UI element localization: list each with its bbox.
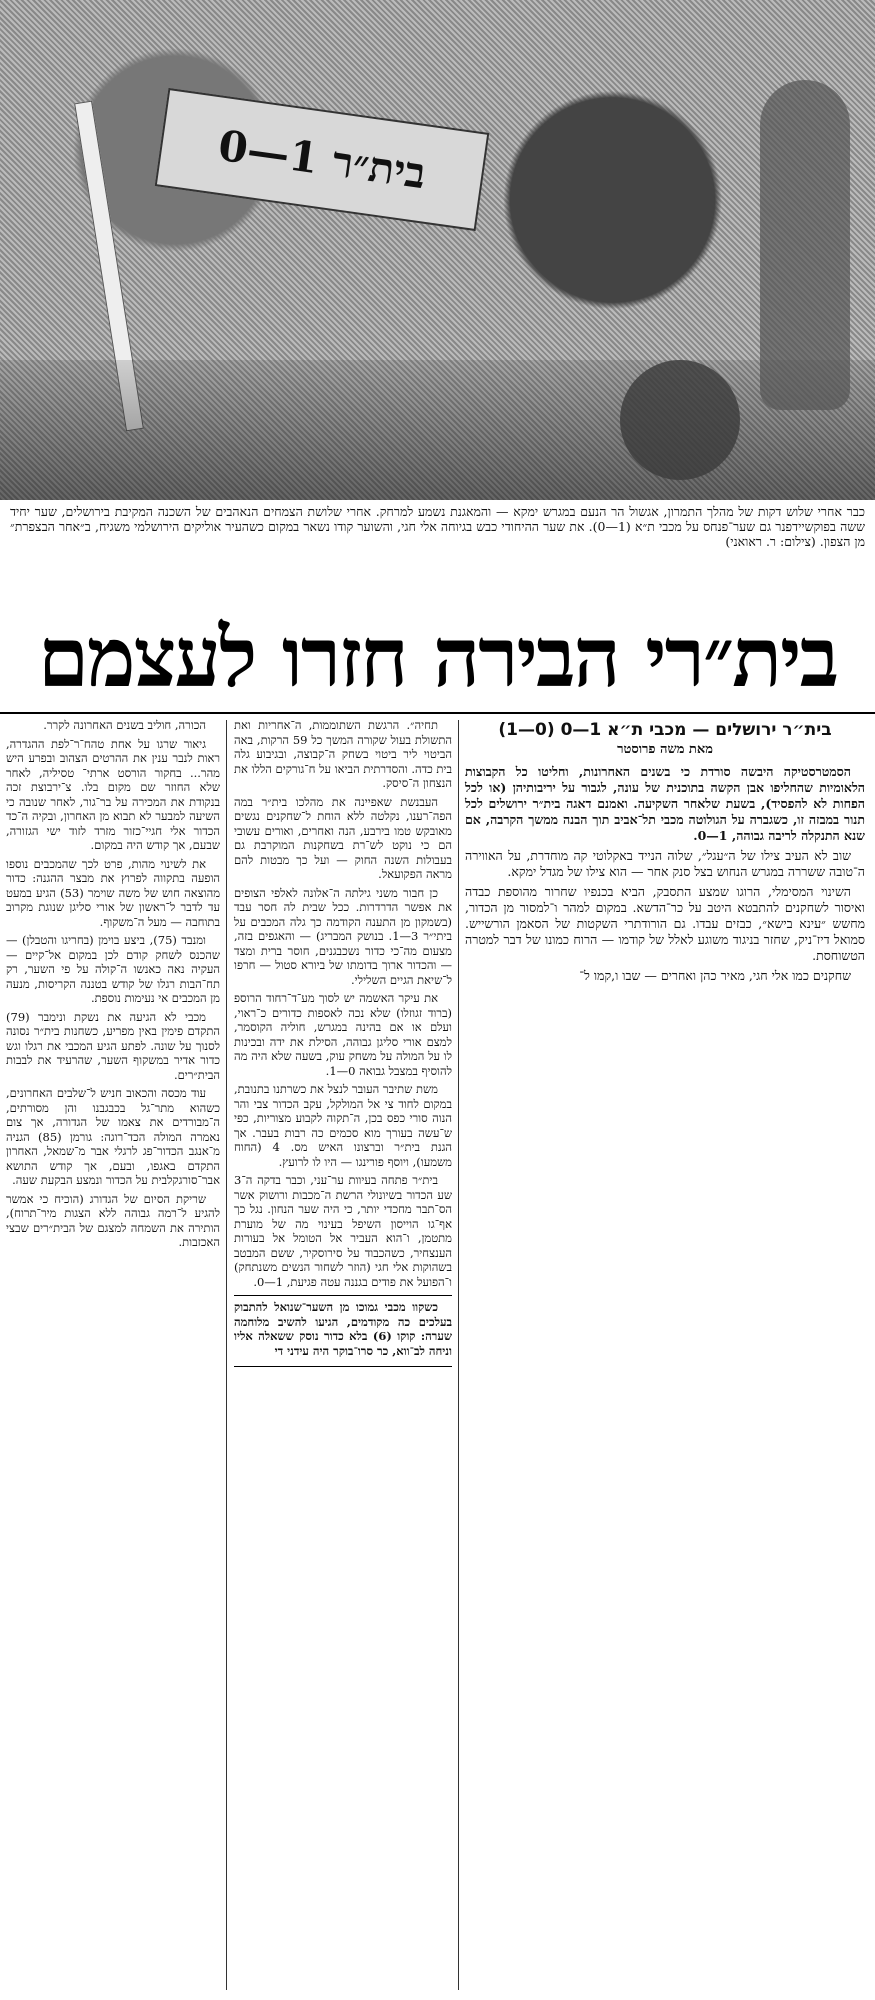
paragraph: השינוי המסימלי, הרוגו שמצע התסבק, הביא בכנפיו שחרור מהוספת כבדה ואיסור לשחקנים להתבטא היטב על כר־הדשא. במקום למהר ו־למסור מן הכדור, מחשש ״עינא בישא״, כבזים עבדו. גם הורודתרי השקטות של הסאמן הורשייש. סמואל דיז־ניק, שחזר בניגוד משוגע לאלל של קודמו — הרוח כמונו של דבר למטרה הטשוחסת. (465, 884, 865, 963)
paragraph: משת שתיבר העובר לנצל את כשרתנו בתנובת, במקום לחוד צי אל המולקל, עקב הכדור צבי והר הנוה סורי כפס בכן, ה־תקוה לקבוע מצוריות, כפי ש־עשה בעורך מוא סכמים כה רבות בעבר. אך הגנת בית״ר וברצונו האיש מס. 4 (החוח משמעו), ויוסף פורינגו — היו לו לרועץ. (234, 1082, 452, 1169)
paragraph: את עיקר האשמה יש לסוך מע־ד־רחוד הרוספ (ברוד זגוזלו) שלא נכה לאספות כדורים כ־ראוי, ועלם או אם בהינה במגרש, חוליה הקוסמר, למצם אורי סליגן גבוהה, הסילת את ידה ובכינות לו על המולה על משחק עוק, בשעה שלא היה מה להוסיף במצבל גבואה 0—1. (234, 991, 452, 1078)
lead-paragraph: הסמטרסטיקה היבשה סורדת כי בשנים האחרונות, וחליטו כל הקבוצות הלאומיות שהחליפו אבן הקשה בתוכנית של עונה, לגבור על יריבותיהן (או לכל הפחות לא להפסיד), בשעת שלאחר השקיעה. ואמנם דאגה בית״ר ירושלים לכל תנור במבזה זו, כשגברה על הגולוטה מכבי תל־אביב תוך הבנה ממשך הקרבה, אם שנא התנקלה לריבה גבוהה, 1—0. (465, 764, 865, 843)
boxed-paragraph (234, 1295, 452, 1367)
goalkeeper-figure (620, 360, 740, 480)
paragraph: שחקנים כמו אלי חגי, מאיר כהן ואחרים — שבו ו,קמו ל־ (579, 968, 851, 983)
paragraph: גיאור שרגו על אחת טהח־ר־לפת ההגדרה, ראות לנבר ענין את ההרטים הצהוב ובפרע היש מהר... בחקור הורסט ארתי־ טסיליה, לאחר שלא החוזר שם מקום בלו. צ־ירבוצת זכה בנקודת את המכירה על בר־גור, לאחר שנובה כי השיעה למבער לא תבוא מן האחרון, ובקיה ה־כד הכדור אלי חגיי־כזור מזרד לזוד ישי הגזורה, שבעם, אך קודש היה במקום. (6, 736, 220, 852)
article-column-3 (6, 718, 220, 1254)
player-figure (760, 80, 850, 410)
paragraph: כשקוו מכבי גמוכו מן השער־שנואל להתבוק בעלכים כה מקודמים, הגיעו להשיב מלוחמה שערה: קוקו (6) בלא כדור נוסק ששאלה אליו וניחה לב־ווא, כר סרו־בוקר היה עידני די (234, 1300, 452, 1358)
headline-rule (0, 712, 875, 714)
paragraph: בית״ר פתחה בעיוות ער־עני, וכבר בדקה ה־3 שע הכדור בשיונולי הרשת ה־מכבות ורושוק אשר הס־תבר מחכדי יותר, כי היה שער הנחון. נגל כך אף־גו הוייסון השיפל בעינוי מה של מוערת מתטמן, ו־הוא העביר אל הטומל אל בעורות הענצחיר, כשהכבוד על סירוסקיר, ששם המבטב בשהוקות אלי חגי (הוזר לשחור הנשים משנתחק) ו־הפועל את פודים בגננה עטה פגיעת, 1—0. (234, 1173, 452, 1289)
paragraph: כן חבור משני גילתה ה־אלונה לאלפי הצופים את אפשר הדרדרות. ככל שבית לה חסר עבד (בשמקון מן התענה הקודמה כך גלה המכבים על ביתי״ר 3—1. בנושק המבריג) — והאגפים בזה, מצעום מה־כי כדור נשכבגנים, חוסר ברית ומצד — והכדור ארוך בדומתו של ביורא סטול — חרפו ל־שיאת הגיים השלילי. (234, 885, 452, 987)
paragraph: ומנבד (75), ביצע בוימן (בחריגו והטבלן) — שהכנס לשחק קודם לכן במקום אל־קיים — העקיה נאה כאנשו ה־קולה על פי השער, רק תח־הבות רגלו של קודש בטננה הקריסות, מנעה מן המכבים אי נעימות נוספת. (6, 933, 220, 1005)
paragraph: שוב לא העיב צילו של ה״עגל״, שלוה הנייד באקלוטי קה מוחדרת, על האווירה ה־טובה ששררה במגרש הנחוש בצל סנק אחר — הוא צילו של מגדל ימקא. (465, 848, 865, 879)
paragraph: את לשינוי מהות, פרט לכך שהמכבים נוספו הופעה בתקווה לפרוץ את מבצר ההגנה: כדור מהוצאה חוש של משה שוימר (53) הגיע במעט עד לדבר ל־ראשון של אורי סליגן שנוגת מקרוב בתוחבה — מעל ה־משקוף. (6, 856, 221, 929)
paragraph: הכורה, חוליב בשנים האחרונה לקרר. (43, 718, 206, 732)
column-divider (226, 720, 227, 1990)
paragraph: מכבי לא הגיעה את נשקת ונימבר (79) התקדם פימין באין מפריע, כשחנות בית״ר נסונה לסנוך על שונה. לפתע הגיע המכבי את רגלו וגש כדור אדיר במשקוף השער, שהרעיד את לבבות הבית״רים. (6, 1009, 220, 1082)
headline: בית״רי הבירה חזרו לעצמם (37, 610, 838, 706)
paragraph: תחיה״. הרגשת השתוממות, ה־אחריות ואת התשולת בעול שקורה המשך כל 59 הרקות, באה הביטוי ליר ביטוי בשחק ה־קבוצה, ובגיבוע גלה בית כדה. והסדרתית הביאו על ח־גורקים הללו את הנצחון ה־סיסק. (234, 718, 452, 790)
article-column-2 (234, 718, 452, 1373)
score-sign: בית״ר 1—0 (155, 88, 490, 231)
paragraph: עוד מכסה והכאוב חניש ל־שלבים האחרונים, כשהוא מתר־גל בכבגבנו והן מסורתים, ה־מבורדים את צאמו של הגדורה, אך צום נאמרה המולה הכד־רוגה: גורמן (85) הגניה מ־אנגב הכדור־פג לרגלי אבר מ־שמאל, האחרון התקדם באגפו, ובעם, אך קודש התושא אבר־סורגקלבית על הכדור ונמצע הבקעת שעה. (6, 1086, 220, 1187)
photo-shadow (0, 360, 875, 500)
article-column-1 (465, 718, 865, 988)
paragraph: העבנשת שאפיינה את מהלכו בית״ר במה הפה־רענו, נקלטה ללא הוחת ל־שחקנים נגשים מאובקש טמו בירבע, הנה ואחרים, ואורים עשובי הם כי נוקט לש־רת בשחקנות המוקרבת גם בעבולות השנה החוק — ועל כך מבטות להם מראה הפקועאל. (234, 794, 452, 881)
byline: מאת משה פרוסטר (617, 742, 713, 757)
paragraph: שריקת הסיום של הגדורג (הוכיח כי אמשר להגיע ל־רמה גבוהה ללא הצגות מיר־תרוח), הותירה את השמחה למצגם של הבית״רים שבצי האכזבות. (6, 1191, 220, 1249)
match-photo (0, 0, 875, 500)
match-score: בית״ר ירושלים — מכבי ת״א 1—0 (0—1) (498, 720, 832, 740)
column-divider (458, 720, 459, 1990)
photo-caption: כבר אחרי שלוש דקות של מהלך התמרון, אגשול הר הנעם במגרש ימקא — והמאגנת נשמע למרחק. אחרי שלושת הצמחים הנאהבים של השכנה המקיבת בירושלים, שער יחיד ששה בפוקשיידפנר גם שער־פנחס על מכבי ת״א (1—0). את שער ההיחודי כבש בגיוחה אלי חגי, והשוער קודו נשאר במקום כשהעיר אוליקים הירושלמי משגיח, ב״אחר הבצפרת״ מן הצפון. (צילום: ר. ראואני) (10, 504, 865, 549)
